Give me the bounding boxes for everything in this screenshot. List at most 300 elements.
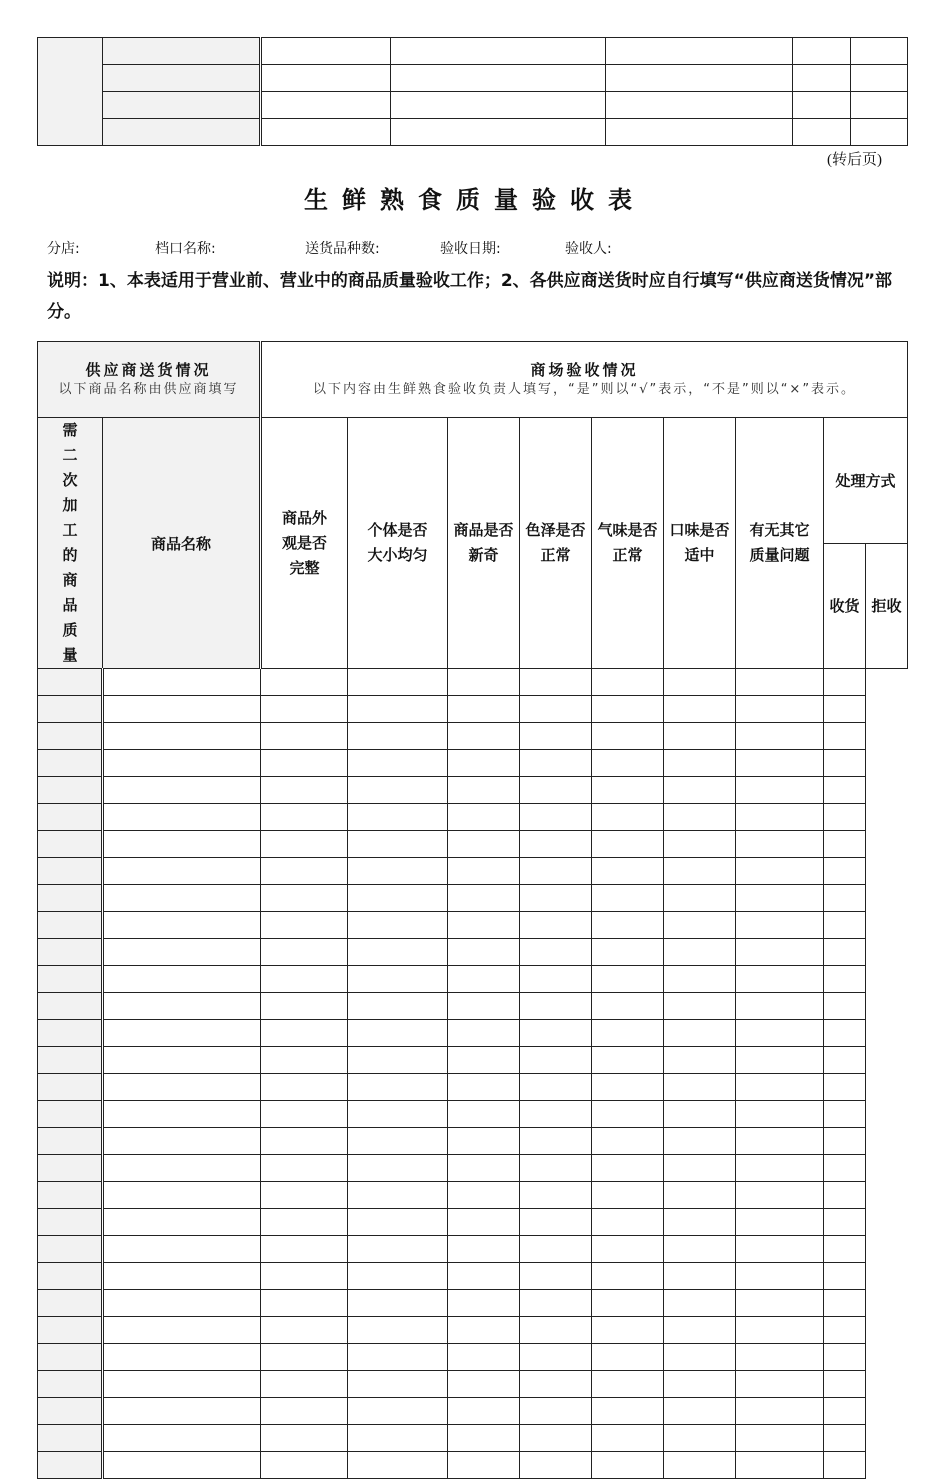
check-cell[interactable] xyxy=(520,1398,592,1425)
check-cell[interactable] xyxy=(520,1155,592,1182)
check-cell[interactable] xyxy=(736,1398,824,1425)
check-cell[interactable] xyxy=(348,669,448,696)
check-cell[interactable] xyxy=(103,1263,261,1290)
check-cell[interactable] xyxy=(824,1398,866,1425)
check-cell[interactable] xyxy=(824,1182,866,1209)
check-cell[interactable] xyxy=(736,912,824,939)
check-cell[interactable] xyxy=(664,723,736,750)
check-cell[interactable] xyxy=(824,912,866,939)
check-cell[interactable] xyxy=(261,1317,348,1344)
check-cell[interactable] xyxy=(736,966,824,993)
check-cell[interactable] xyxy=(103,1344,261,1371)
check-cell[interactable] xyxy=(664,885,736,912)
check-cell[interactable] xyxy=(520,777,592,804)
check-cell[interactable] xyxy=(448,1290,520,1317)
check-cell[interactable] xyxy=(520,1128,592,1155)
check-cell[interactable] xyxy=(448,669,520,696)
check-cell[interactable] xyxy=(736,858,824,885)
check-cell[interactable] xyxy=(592,912,664,939)
check-cell[interactable] xyxy=(261,1155,348,1182)
product-name-cell[interactable] xyxy=(38,750,103,777)
check-cell[interactable] xyxy=(448,1074,520,1101)
check-cell[interactable] xyxy=(448,750,520,777)
product-name-cell[interactable] xyxy=(38,777,103,804)
check-cell[interactable] xyxy=(736,1344,824,1371)
check-cell[interactable] xyxy=(664,1101,736,1128)
check-cell[interactable] xyxy=(736,696,824,723)
check-cell[interactable] xyxy=(592,1155,664,1182)
check-cell[interactable] xyxy=(520,804,592,831)
check-cell[interactable] xyxy=(103,696,261,723)
check-cell[interactable] xyxy=(664,750,736,777)
check-cell[interactable] xyxy=(592,1290,664,1317)
check-cell[interactable] xyxy=(103,1074,261,1101)
check-cell[interactable] xyxy=(103,966,261,993)
check-cell[interactable] xyxy=(103,669,261,696)
product-name-cell[interactable] xyxy=(38,831,103,858)
check-cell[interactable] xyxy=(824,669,866,696)
check-cell[interactable] xyxy=(664,777,736,804)
check-cell[interactable] xyxy=(520,1020,592,1047)
product-name-cell[interactable] xyxy=(38,912,103,939)
check-cell[interactable] xyxy=(348,858,448,885)
check-cell[interactable] xyxy=(348,1209,448,1236)
check-cell[interactable] xyxy=(103,1182,261,1209)
check-cell[interactable] xyxy=(592,777,664,804)
check-cell[interactable] xyxy=(736,1047,824,1074)
check-cell[interactable] xyxy=(520,831,592,858)
check-cell[interactable] xyxy=(592,804,664,831)
check-cell[interactable] xyxy=(592,1236,664,1263)
check-cell[interactable] xyxy=(103,1128,261,1155)
check-cell[interactable] xyxy=(520,966,592,993)
check-cell[interactable] xyxy=(348,1344,448,1371)
check-cell[interactable] xyxy=(261,858,348,885)
check-cell[interactable] xyxy=(736,939,824,966)
check-cell[interactable] xyxy=(261,804,348,831)
product-name-cell[interactable] xyxy=(38,669,103,696)
check-cell[interactable] xyxy=(448,1425,520,1452)
check-cell[interactable] xyxy=(103,939,261,966)
check-cell[interactable] xyxy=(348,696,448,723)
check-cell[interactable] xyxy=(261,1263,348,1290)
check-cell[interactable] xyxy=(824,1128,866,1155)
check-cell[interactable] xyxy=(736,1209,824,1236)
check-cell[interactable] xyxy=(824,1155,866,1182)
check-cell[interactable] xyxy=(103,1290,261,1317)
check-cell[interactable] xyxy=(348,1155,448,1182)
check-cell[interactable] xyxy=(824,1290,866,1317)
check-cell[interactable] xyxy=(664,1236,736,1263)
check-cell[interactable] xyxy=(448,1452,520,1479)
product-name-cell[interactable] xyxy=(38,1290,103,1317)
check-cell[interactable] xyxy=(261,1425,348,1452)
check-cell[interactable] xyxy=(824,1020,866,1047)
check-cell[interactable] xyxy=(592,1425,664,1452)
check-cell[interactable] xyxy=(103,1020,261,1047)
check-cell[interactable] xyxy=(348,1290,448,1317)
check-cell[interactable] xyxy=(261,1047,348,1074)
product-name-cell[interactable] xyxy=(38,858,103,885)
check-cell[interactable] xyxy=(448,885,520,912)
check-cell[interactable] xyxy=(448,777,520,804)
product-name-cell[interactable] xyxy=(38,1020,103,1047)
check-cell[interactable] xyxy=(520,1182,592,1209)
product-name-cell[interactable] xyxy=(38,966,103,993)
check-cell[interactable] xyxy=(736,1182,824,1209)
check-cell[interactable] xyxy=(664,1128,736,1155)
check-cell[interactable] xyxy=(520,1425,592,1452)
check-cell[interactable] xyxy=(448,1209,520,1236)
check-cell[interactable] xyxy=(520,1047,592,1074)
check-cell[interactable] xyxy=(103,1209,261,1236)
check-cell[interactable] xyxy=(448,1182,520,1209)
product-name-cell[interactable] xyxy=(38,1074,103,1101)
check-cell[interactable] xyxy=(103,1047,261,1074)
check-cell[interactable] xyxy=(592,669,664,696)
check-cell[interactable] xyxy=(103,1452,261,1479)
check-cell[interactable] xyxy=(448,1128,520,1155)
check-cell[interactable] xyxy=(736,777,824,804)
check-cell[interactable] xyxy=(592,1128,664,1155)
check-cell[interactable] xyxy=(824,1425,866,1452)
check-cell[interactable] xyxy=(736,750,824,777)
product-name-cell[interactable] xyxy=(38,1209,103,1236)
check-cell[interactable] xyxy=(448,1263,520,1290)
check-cell[interactable] xyxy=(448,1020,520,1047)
check-cell[interactable] xyxy=(261,966,348,993)
check-cell[interactable] xyxy=(103,804,261,831)
check-cell[interactable] xyxy=(824,1371,866,1398)
check-cell[interactable] xyxy=(448,1317,520,1344)
check-cell[interactable] xyxy=(348,1398,448,1425)
check-cell[interactable] xyxy=(824,1317,866,1344)
check-cell[interactable] xyxy=(103,831,261,858)
check-cell[interactable] xyxy=(261,1074,348,1101)
check-cell[interactable] xyxy=(448,1155,520,1182)
check-cell[interactable] xyxy=(824,1074,866,1101)
check-cell[interactable] xyxy=(103,993,261,1020)
check-cell[interactable] xyxy=(736,1263,824,1290)
check-cell[interactable] xyxy=(592,1263,664,1290)
check-cell[interactable] xyxy=(261,1452,348,1479)
check-cell[interactable] xyxy=(448,831,520,858)
check-cell[interactable] xyxy=(520,1452,592,1479)
check-cell[interactable] xyxy=(664,1020,736,1047)
check-cell[interactable] xyxy=(103,1398,261,1425)
check-cell[interactable] xyxy=(261,777,348,804)
product-name-cell[interactable] xyxy=(38,1101,103,1128)
product-name-cell[interactable] xyxy=(38,1317,103,1344)
check-cell[interactable] xyxy=(592,750,664,777)
check-cell[interactable] xyxy=(664,1263,736,1290)
check-cell[interactable] xyxy=(348,1371,448,1398)
check-cell[interactable] xyxy=(520,1101,592,1128)
check-cell[interactable] xyxy=(592,1398,664,1425)
check-cell[interactable] xyxy=(824,831,866,858)
check-cell[interactable] xyxy=(592,1020,664,1047)
check-cell[interactable] xyxy=(824,777,866,804)
check-cell[interactable] xyxy=(664,993,736,1020)
check-cell[interactable] xyxy=(103,858,261,885)
check-cell[interactable] xyxy=(348,1182,448,1209)
product-name-cell[interactable] xyxy=(38,1344,103,1371)
check-cell[interactable] xyxy=(348,1236,448,1263)
check-cell[interactable] xyxy=(824,1101,866,1128)
check-cell[interactable] xyxy=(348,1263,448,1290)
check-cell[interactable] xyxy=(592,1452,664,1479)
check-cell[interactable] xyxy=(824,993,866,1020)
check-cell[interactable] xyxy=(664,1452,736,1479)
check-cell[interactable] xyxy=(664,696,736,723)
product-name-cell[interactable] xyxy=(38,1155,103,1182)
check-cell[interactable] xyxy=(348,912,448,939)
check-cell[interactable] xyxy=(824,1047,866,1074)
check-cell[interactable] xyxy=(448,1344,520,1371)
check-cell[interactable] xyxy=(592,1047,664,1074)
check-cell[interactable] xyxy=(348,1020,448,1047)
check-cell[interactable] xyxy=(261,993,348,1020)
check-cell[interactable] xyxy=(520,1263,592,1290)
product-name-cell[interactable] xyxy=(38,1452,103,1479)
check-cell[interactable] xyxy=(736,1155,824,1182)
check-cell[interactable] xyxy=(103,912,261,939)
check-cell[interactable] xyxy=(824,966,866,993)
check-cell[interactable] xyxy=(261,885,348,912)
check-cell[interactable] xyxy=(520,1236,592,1263)
product-name-cell[interactable] xyxy=(38,723,103,750)
check-cell[interactable] xyxy=(736,885,824,912)
check-cell[interactable] xyxy=(736,1371,824,1398)
check-cell[interactable] xyxy=(664,1425,736,1452)
check-cell[interactable] xyxy=(261,831,348,858)
check-cell[interactable] xyxy=(348,1101,448,1128)
check-cell[interactable] xyxy=(592,1344,664,1371)
check-cell[interactable] xyxy=(664,858,736,885)
check-cell[interactable] xyxy=(736,1074,824,1101)
check-cell[interactable] xyxy=(448,1398,520,1425)
product-name-cell[interactable] xyxy=(38,1128,103,1155)
check-cell[interactable] xyxy=(664,1047,736,1074)
product-name-cell[interactable] xyxy=(38,1182,103,1209)
check-cell[interactable] xyxy=(261,1236,348,1263)
check-cell[interactable] xyxy=(592,1317,664,1344)
check-cell[interactable] xyxy=(348,1047,448,1074)
check-cell[interactable] xyxy=(592,1371,664,1398)
check-cell[interactable] xyxy=(736,831,824,858)
check-cell[interactable] xyxy=(824,1209,866,1236)
check-cell[interactable] xyxy=(736,723,824,750)
check-cell[interactable] xyxy=(520,993,592,1020)
check-cell[interactable] xyxy=(348,966,448,993)
check-cell[interactable] xyxy=(520,1317,592,1344)
check-cell[interactable] xyxy=(520,669,592,696)
product-name-cell[interactable] xyxy=(38,1236,103,1263)
check-cell[interactable] xyxy=(592,1209,664,1236)
check-cell[interactable] xyxy=(448,696,520,723)
check-cell[interactable] xyxy=(261,1398,348,1425)
check-cell[interactable] xyxy=(448,723,520,750)
check-cell[interactable] xyxy=(103,777,261,804)
check-cell[interactable] xyxy=(736,1452,824,1479)
check-cell[interactable] xyxy=(103,1236,261,1263)
check-cell[interactable] xyxy=(592,831,664,858)
check-cell[interactable] xyxy=(520,939,592,966)
check-cell[interactable] xyxy=(736,669,824,696)
check-cell[interactable] xyxy=(261,723,348,750)
check-cell[interactable] xyxy=(520,750,592,777)
check-cell[interactable] xyxy=(348,1452,448,1479)
check-cell[interactable] xyxy=(520,858,592,885)
check-cell[interactable] xyxy=(261,1290,348,1317)
check-cell[interactable] xyxy=(348,1317,448,1344)
check-cell[interactable] xyxy=(664,1155,736,1182)
check-cell[interactable] xyxy=(261,669,348,696)
check-cell[interactable] xyxy=(736,1128,824,1155)
check-cell[interactable] xyxy=(448,993,520,1020)
check-cell[interactable] xyxy=(664,831,736,858)
check-cell[interactable] xyxy=(520,912,592,939)
check-cell[interactable] xyxy=(664,1317,736,1344)
check-cell[interactable] xyxy=(261,1101,348,1128)
product-name-cell[interactable] xyxy=(38,993,103,1020)
check-cell[interactable] xyxy=(103,723,261,750)
product-name-cell[interactable] xyxy=(38,885,103,912)
check-cell[interactable] xyxy=(520,1371,592,1398)
product-name-cell[interactable] xyxy=(38,939,103,966)
check-cell[interactable] xyxy=(664,1074,736,1101)
check-cell[interactable] xyxy=(348,831,448,858)
check-cell[interactable] xyxy=(824,885,866,912)
check-cell[interactable] xyxy=(261,1182,348,1209)
check-cell[interactable] xyxy=(736,1020,824,1047)
check-cell[interactable] xyxy=(261,939,348,966)
check-cell[interactable] xyxy=(448,912,520,939)
check-cell[interactable] xyxy=(824,939,866,966)
check-cell[interactable] xyxy=(103,1317,261,1344)
product-name-cell[interactable] xyxy=(38,1047,103,1074)
check-cell[interactable] xyxy=(664,1209,736,1236)
check-cell[interactable] xyxy=(592,723,664,750)
check-cell[interactable] xyxy=(448,1371,520,1398)
check-cell[interactable] xyxy=(592,1182,664,1209)
check-cell[interactable] xyxy=(520,696,592,723)
check-cell[interactable] xyxy=(261,1344,348,1371)
check-cell[interactable] xyxy=(261,696,348,723)
check-cell[interactable] xyxy=(664,912,736,939)
check-cell[interactable] xyxy=(348,723,448,750)
check-cell[interactable] xyxy=(103,1155,261,1182)
check-cell[interactable] xyxy=(348,750,448,777)
check-cell[interactable] xyxy=(664,966,736,993)
check-cell[interactable] xyxy=(261,1371,348,1398)
check-cell[interactable] xyxy=(261,912,348,939)
check-cell[interactable] xyxy=(664,1290,736,1317)
check-cell[interactable] xyxy=(520,1209,592,1236)
check-cell[interactable] xyxy=(520,1290,592,1317)
check-cell[interactable] xyxy=(592,939,664,966)
check-cell[interactable] xyxy=(348,804,448,831)
check-cell[interactable] xyxy=(592,993,664,1020)
check-cell[interactable] xyxy=(448,858,520,885)
check-cell[interactable] xyxy=(261,1209,348,1236)
check-cell[interactable] xyxy=(592,885,664,912)
check-cell[interactable] xyxy=(824,723,866,750)
check-cell[interactable] xyxy=(736,1290,824,1317)
check-cell[interactable] xyxy=(520,723,592,750)
check-cell[interactable] xyxy=(103,1101,261,1128)
check-cell[interactable] xyxy=(348,1074,448,1101)
check-cell[interactable] xyxy=(824,1236,866,1263)
check-cell[interactable] xyxy=(348,777,448,804)
check-cell[interactable] xyxy=(103,885,261,912)
check-cell[interactable] xyxy=(261,1128,348,1155)
check-cell[interactable] xyxy=(592,966,664,993)
check-cell[interactable] xyxy=(592,858,664,885)
check-cell[interactable] xyxy=(448,1236,520,1263)
check-cell[interactable] xyxy=(824,804,866,831)
check-cell[interactable] xyxy=(448,1047,520,1074)
check-cell[interactable] xyxy=(103,1371,261,1398)
check-cell[interactable] xyxy=(824,858,866,885)
check-cell[interactable] xyxy=(664,1344,736,1371)
check-cell[interactable] xyxy=(592,696,664,723)
check-cell[interactable] xyxy=(348,939,448,966)
check-cell[interactable] xyxy=(520,1074,592,1101)
check-cell[interactable] xyxy=(736,804,824,831)
check-cell[interactable] xyxy=(664,669,736,696)
check-cell[interactable] xyxy=(448,966,520,993)
check-cell[interactable] xyxy=(261,750,348,777)
check-cell[interactable] xyxy=(103,1425,261,1452)
check-cell[interactable] xyxy=(664,1371,736,1398)
check-cell[interactable] xyxy=(736,993,824,1020)
check-cell[interactable] xyxy=(520,885,592,912)
check-cell[interactable] xyxy=(448,1101,520,1128)
check-cell[interactable] xyxy=(824,750,866,777)
check-cell[interactable] xyxy=(348,1425,448,1452)
check-cell[interactable] xyxy=(664,804,736,831)
check-cell[interactable] xyxy=(824,696,866,723)
product-name-cell[interactable] xyxy=(38,1425,103,1452)
check-cell[interactable] xyxy=(448,939,520,966)
check-cell[interactable] xyxy=(664,1182,736,1209)
check-cell[interactable] xyxy=(736,1101,824,1128)
check-cell[interactable] xyxy=(824,1344,866,1371)
product-name-cell[interactable] xyxy=(38,1263,103,1290)
product-name-cell[interactable] xyxy=(38,696,103,723)
check-cell[interactable] xyxy=(348,993,448,1020)
check-cell[interactable] xyxy=(520,1344,592,1371)
check-cell[interactable] xyxy=(824,1263,866,1290)
check-cell[interactable] xyxy=(261,1020,348,1047)
check-cell[interactable] xyxy=(736,1317,824,1344)
check-cell[interactable] xyxy=(824,1452,866,1479)
check-cell[interactable] xyxy=(348,885,448,912)
product-name-cell[interactable] xyxy=(38,804,103,831)
check-cell[interactable] xyxy=(664,939,736,966)
check-cell[interactable] xyxy=(448,804,520,831)
check-cell[interactable] xyxy=(348,1128,448,1155)
check-cell[interactable] xyxy=(664,1398,736,1425)
check-cell[interactable] xyxy=(736,1236,824,1263)
check-cell[interactable] xyxy=(592,1101,664,1128)
product-name-cell[interactable] xyxy=(38,1398,103,1425)
product-name-cell[interactable] xyxy=(38,1371,103,1398)
check-cell[interactable] xyxy=(736,1425,824,1452)
check-cell[interactable] xyxy=(103,750,261,777)
check-cell[interactable] xyxy=(592,1074,664,1101)
